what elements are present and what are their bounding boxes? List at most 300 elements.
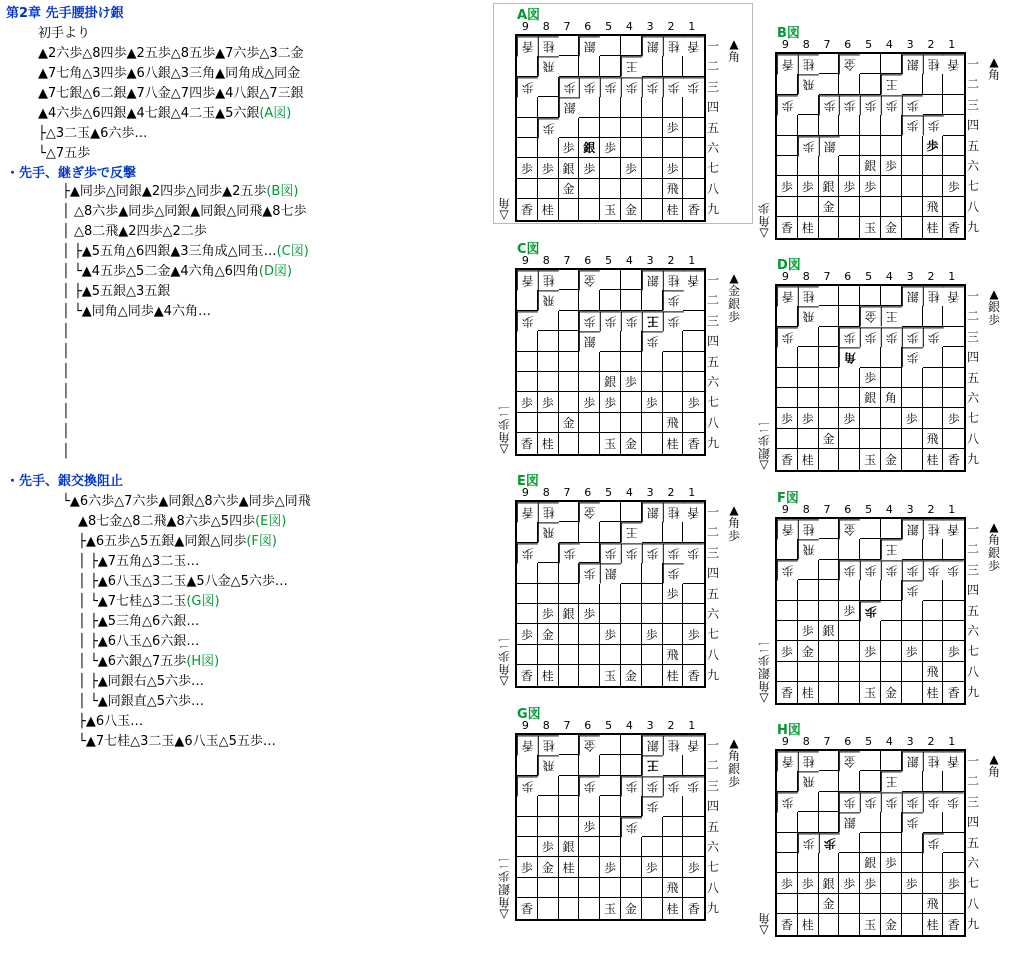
col-number: 1 (948, 503, 956, 516)
board-square (517, 372, 538, 392)
board-square (860, 662, 881, 682)
sente-hand: ▲金銀歩 (727, 271, 740, 324)
col-number: 3 (906, 38, 914, 51)
shogi-piece: 桂 (538, 433, 559, 453)
shogi-piece: 桂 (923, 914, 944, 934)
shogi-piece: 桂 (663, 502, 684, 522)
tree-connector: │ (62, 404, 70, 419)
board-square (881, 873, 902, 893)
shogi-piece: 歩 (839, 873, 860, 893)
shogi-piece: 銀 (860, 853, 881, 873)
board-square (517, 837, 538, 857)
shogi-piece: 歩 (881, 560, 902, 580)
board-square (777, 197, 798, 217)
row-number: 八 (967, 199, 980, 214)
move-text: ▲8七金△8二飛▲8六歩△5四歩 (78, 514, 256, 529)
board-square (777, 306, 798, 326)
board-square (517, 179, 538, 199)
board-square (621, 584, 642, 604)
board-square (559, 735, 580, 755)
board-square (881, 519, 902, 539)
board-square (621, 331, 642, 351)
shogi-piece: 歩 (642, 392, 663, 412)
board-title: A図 (517, 8, 541, 23)
board-square (683, 138, 704, 158)
shogi-piece: 桂 (538, 36, 559, 56)
board-title: G図 (517, 707, 541, 722)
shogi-piece: 歩 (600, 624, 621, 644)
diagram-ref-link[interactable]: (F図) (246, 534, 277, 549)
board-g (498, 703, 745, 933)
shogi-piece: 銀 (860, 156, 881, 176)
row-number: 七 (707, 860, 720, 875)
move-text: │ ├▲6八玉△3二玉▲5八金△5六歩… (78, 574, 288, 589)
shogi-piece: 歩 (663, 776, 684, 796)
shogi-piece: 香 (687, 436, 700, 451)
board-square (860, 136, 881, 156)
shogi-piece: 歩 (579, 563, 600, 583)
move-line (38, 86, 304, 102)
board-square (663, 56, 684, 76)
shogi-piece: 歩 (902, 327, 923, 347)
board-square (923, 368, 944, 388)
board-square (819, 408, 840, 428)
row-number: 三 (707, 313, 720, 328)
board-square (517, 413, 538, 433)
shogi-piece: 歩 (860, 176, 881, 196)
board-square (943, 197, 964, 217)
board-square (860, 580, 881, 600)
shogi-piece: 歩 (923, 327, 944, 347)
board-square (642, 56, 663, 76)
board-square (600, 290, 621, 310)
col-number: 6 (844, 270, 852, 283)
shogi-piece: 歩 (860, 641, 881, 661)
board-square (777, 601, 798, 621)
board-square (621, 563, 642, 583)
shogi-piece: 銀 (642, 270, 663, 290)
board-square (538, 563, 559, 583)
move-line (78, 614, 199, 630)
board-square (819, 519, 840, 539)
board-square (600, 837, 621, 857)
shogi-piece: 金 (881, 217, 902, 237)
shogi-piece: 歩 (579, 311, 600, 331)
shogi-piece: 桂 (798, 519, 819, 539)
board-square (902, 601, 923, 621)
move-text: │ ├▲5五角△6四銀▲3三角成△同玉… (62, 244, 277, 259)
board-square (819, 368, 840, 388)
col-number: 9 (521, 254, 529, 267)
move-line (62, 244, 309, 260)
col-number: 8 (542, 254, 550, 267)
shogi-piece: 歩 (621, 77, 642, 97)
board-square (579, 372, 600, 392)
move-text: │ ├▲5三角△6六銀… (78, 614, 200, 629)
board-square (538, 645, 559, 665)
shogi-piece: 銀 (579, 138, 600, 158)
board-square (839, 894, 860, 914)
row-number: 八 (967, 896, 980, 911)
shogi-piece: 歩 (538, 837, 559, 857)
column-numbers (515, 719, 702, 732)
board-square (923, 95, 944, 115)
col-number: 4 (885, 735, 893, 748)
board-square (579, 118, 600, 138)
shogi-piece: 歩 (777, 560, 798, 580)
col-number: 6 (844, 503, 852, 516)
column-numbers (515, 254, 702, 267)
move-line (78, 714, 143, 730)
shogi-piece: 歩 (860, 327, 881, 347)
shogi-piece: 香 (687, 901, 700, 916)
diagram-ref-link[interactable]: (H図) (186, 654, 220, 669)
board-square (559, 624, 580, 644)
move-text: ・先手、継ぎ歩で反撃 (6, 166, 137, 181)
shogi-piece: 銀 (819, 873, 840, 893)
board-square (538, 331, 559, 351)
col-number: 2 (667, 719, 675, 732)
board-square (600, 604, 621, 624)
shogi-piece: 金 (538, 624, 559, 644)
board-square (663, 624, 684, 644)
board-square (538, 796, 559, 816)
move-line (78, 514, 286, 530)
move-tree (0, 0, 480, 955)
board-square (683, 817, 704, 837)
board-square (902, 833, 923, 853)
diagram-ref-link[interactable]: (B図) (266, 184, 299, 199)
row-number: 六 (707, 374, 720, 389)
board-square (559, 56, 580, 76)
shogi-piece: 香 (517, 433, 538, 453)
shogi-piece: 王 (881, 771, 902, 791)
shogi-piece: 金 (621, 433, 642, 453)
row-number: 九 (707, 202, 720, 217)
board-square (579, 857, 600, 877)
shogi-piece: 銀 (559, 158, 580, 178)
shogi-piece: 角 (881, 388, 902, 408)
board-square (559, 311, 580, 331)
shogi-piece: 桂 (923, 449, 944, 469)
shogi-piece: 歩 (839, 560, 860, 580)
col-number: 6 (844, 38, 852, 51)
shogi-piece: 金 (881, 914, 902, 934)
shogi-piece: 歩 (663, 118, 684, 138)
board-square (538, 138, 559, 158)
board-square (881, 197, 902, 217)
shogi-piece: 歩 (663, 77, 684, 97)
board-square (923, 156, 944, 176)
board-square (777, 580, 798, 600)
board-square (579, 413, 600, 433)
shogi-piece: 歩 (839, 95, 860, 115)
board-square (777, 136, 798, 156)
board-square (839, 156, 860, 176)
board-square (621, 796, 642, 816)
board-square (902, 853, 923, 873)
shogi-piece: 歩 (642, 776, 663, 796)
move-text: ├△3二玉▲6六歩… (38, 126, 148, 141)
row-number: 九 (967, 685, 980, 700)
shogi-piece: 歩 (902, 408, 923, 428)
board-square (943, 429, 964, 449)
col-number: 8 (802, 270, 810, 283)
board-square (559, 665, 580, 685)
board-square (839, 449, 860, 469)
shogi-piece: 金 (579, 502, 600, 522)
row-number: 八 (967, 431, 980, 446)
board-square (902, 894, 923, 914)
col-number: 7 (563, 486, 571, 499)
shogi-piece: 歩 (517, 776, 538, 796)
shogi-piece: 桂 (923, 217, 944, 237)
board-grid (515, 268, 706, 456)
move-line (78, 734, 276, 750)
board-square (559, 392, 580, 412)
shogi-piece: 飛 (663, 878, 684, 898)
board-square (923, 601, 944, 621)
board-square (559, 796, 580, 816)
board-square (881, 347, 902, 367)
shogi-piece: 金 (881, 449, 902, 469)
board-square (600, 878, 621, 898)
board-square (943, 894, 964, 914)
shogi-piece: 飛 (538, 755, 559, 775)
col-number: 5 (865, 503, 873, 516)
shogi-piece: 歩 (902, 115, 923, 135)
shogi-piece: 金 (559, 413, 580, 433)
col-number: 2 (927, 270, 935, 283)
board-square (860, 197, 881, 217)
row-number: 九 (967, 917, 980, 932)
shogi-piece: 玉 (860, 217, 881, 237)
board-square (663, 796, 684, 816)
board-square (839, 853, 860, 873)
shogi-piece: 金 (621, 665, 642, 685)
board-square (860, 771, 881, 791)
shogi-piece: 歩 (839, 792, 860, 812)
board-square (663, 522, 684, 542)
board-square (600, 584, 621, 604)
board-square (642, 604, 663, 624)
board-square (902, 217, 923, 237)
shogi-piece: 歩 (839, 408, 860, 428)
diagram-ref-link[interactable]: (E図) (255, 514, 287, 529)
shogi-piece: 歩 (663, 584, 684, 604)
board-square (600, 97, 621, 117)
shogi-piece: 金 (559, 179, 580, 199)
shogi-piece: 歩 (517, 624, 538, 644)
shogi-piece: 歩 (902, 347, 923, 367)
board-square (683, 97, 704, 117)
board-square (798, 662, 819, 682)
board-square (683, 604, 704, 624)
diagram-ref-link[interactable]: (A図) (259, 106, 292, 121)
shogi-piece: 桂 (559, 857, 580, 877)
shogi-piece: 歩 (798, 176, 819, 196)
board-square (538, 543, 559, 563)
row-numbers (707, 502, 719, 686)
row-number: 五 (967, 603, 980, 618)
col-number: 4 (625, 254, 633, 267)
shogi-piece: 歩 (600, 543, 621, 563)
board-square (819, 327, 840, 347)
board-square (777, 388, 798, 408)
board-square (621, 857, 642, 877)
move-text: ▲2六歩△8四歩▲2五歩△8五歩▲7六歩△3二金 (38, 46, 304, 61)
board-square (538, 179, 559, 199)
shogi-piece: 歩 (600, 138, 621, 158)
board-square (902, 429, 923, 449)
shogi-piece: 角 (839, 347, 860, 367)
board-square (559, 270, 580, 290)
shogi-piece: 歩 (777, 792, 798, 812)
shogi-piece: 歩 (517, 857, 538, 877)
board-square (663, 392, 684, 412)
board-square (559, 199, 580, 219)
board-square (923, 539, 944, 559)
board-square (600, 331, 621, 351)
board-square (819, 74, 840, 94)
column-numbers (775, 735, 962, 748)
row-number: 三 (967, 794, 980, 809)
board-square (839, 429, 860, 449)
shogi-piece: 銀 (600, 372, 621, 392)
board-square (642, 522, 663, 542)
shogi-piece: 歩 (663, 158, 684, 178)
col-number: 8 (542, 20, 550, 33)
board-square (798, 197, 819, 217)
col-number: 5 (605, 486, 613, 499)
shogi-piece: 歩 (642, 796, 663, 816)
shogi-piece: 香 (683, 502, 704, 522)
board-square (517, 755, 538, 775)
board-square (683, 118, 704, 138)
sente-hand: ▲角歩 (727, 503, 740, 543)
board-square (839, 539, 860, 559)
row-numbers (967, 751, 979, 935)
board-square (839, 914, 860, 934)
shogi-piece: 金 (579, 735, 600, 755)
col-number: 4 (625, 719, 633, 732)
shogi-piece: 金 (579, 270, 600, 290)
move-line (78, 574, 288, 590)
shogi-piece: 歩 (839, 327, 860, 347)
board-square (943, 539, 964, 559)
board-square (860, 519, 881, 539)
board-square (798, 115, 819, 135)
board-square (798, 156, 819, 176)
board-square (881, 641, 902, 661)
board-square (538, 776, 559, 796)
board-square (621, 735, 642, 755)
board-square (798, 580, 819, 600)
shogi-piece: 歩 (621, 311, 642, 331)
col-number: 4 (625, 20, 633, 33)
shogi-piece: 香 (947, 220, 960, 235)
board-square (683, 522, 704, 542)
board-square (943, 95, 964, 115)
shogi-piece: 香 (683, 735, 704, 755)
shogi-piece: 桂 (538, 735, 559, 755)
board-square (621, 97, 642, 117)
shogi-piece: 歩 (517, 158, 538, 178)
board-square (559, 433, 580, 453)
board-f (758, 487, 1005, 717)
board-square (663, 755, 684, 775)
board-square (683, 878, 704, 898)
board-square (943, 388, 964, 408)
board-square (839, 621, 860, 641)
shogi-piece: 飛 (923, 662, 944, 682)
board-square (642, 97, 663, 117)
shogi-piece: 香 (517, 502, 538, 522)
move-line (38, 106, 291, 122)
board-square (600, 502, 621, 522)
board-square (517, 118, 538, 138)
board-square (777, 771, 798, 791)
col-number: 8 (802, 503, 810, 516)
board-square (642, 138, 663, 158)
row-number: 五 (967, 370, 980, 385)
shogi-piece: 飛 (663, 645, 684, 665)
sente-hand: ▲角銀歩 (727, 736, 740, 789)
diagram-ref-link[interactable]: (G図) (186, 594, 220, 609)
board-square (860, 54, 881, 74)
shogi-piece: 銀 (579, 331, 600, 351)
board-square (839, 682, 860, 702)
col-number: 3 (906, 503, 914, 516)
board-square (517, 817, 538, 837)
row-number: 九 (967, 220, 980, 235)
board-square (943, 580, 964, 600)
shogi-piece: 香 (943, 286, 964, 306)
shogi-piece: 香 (943, 519, 964, 539)
row-number: 三 (707, 79, 720, 94)
shogi-piece: 歩 (881, 95, 902, 115)
board-title: D図 (777, 258, 801, 273)
col-number: 7 (823, 503, 831, 516)
diagram-ref-link[interactable]: (C図) (276, 244, 309, 259)
board-square (860, 539, 881, 559)
shogi-piece: 桂 (798, 54, 819, 74)
move-text: │ └▲同角△同歩▲4六角… (62, 304, 212, 319)
board-square (798, 368, 819, 388)
move-text: ├▲6八玉… (78, 714, 144, 729)
shogi-piece: 桂 (798, 217, 819, 237)
board-square (600, 522, 621, 542)
board-square (923, 771, 944, 791)
row-number: 四 (967, 815, 980, 830)
shogi-piece: 金 (839, 751, 860, 771)
shogi-piece: 歩 (621, 776, 642, 796)
board-square (881, 429, 902, 449)
move-line (62, 204, 307, 220)
sente-hand: ▲角銀歩 (987, 520, 1000, 573)
shogi-piece: 歩 (798, 136, 819, 156)
shogi-piece: 飛 (663, 179, 684, 199)
shogi-piece: 香 (947, 452, 960, 467)
shogi-piece: 歩 (517, 77, 538, 97)
row-number: 一 (707, 505, 720, 519)
row-number: 三 (967, 97, 980, 112)
diagram-ref-link[interactable]: (D図) (258, 264, 293, 279)
board-grid (775, 284, 966, 472)
shogi-piece: 香 (517, 199, 538, 219)
board-grid (775, 749, 966, 937)
board-square (777, 115, 798, 135)
